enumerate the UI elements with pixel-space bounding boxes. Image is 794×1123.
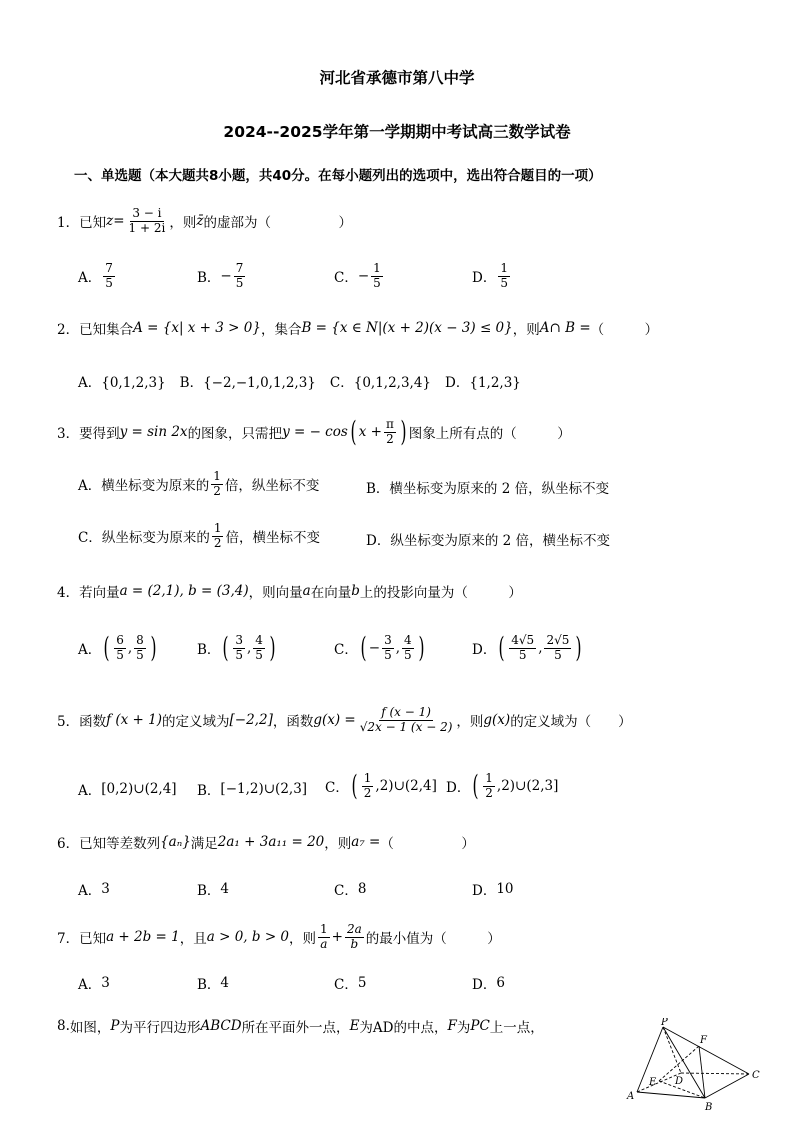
exam-title: 2024--2025学年第一学期期中考试高三数学试卷 (223, 123, 571, 141)
q2-option-b: B．{−2,−1,0,1,2,3} (179, 375, 316, 391)
q4-option-c: C． ( − $\frac{3}{5}$ , $\frac{4}{5}$ ) (334, 631, 425, 665)
question-1: 1． 已知 z = $\frac{3 - i}{1 + 2i}$ ，则 z̄ 的虚部为（ ） (57, 206, 352, 235)
q1-option-b: B． − $\frac{7}{5}$ (197, 261, 244, 290)
label-p: P (661, 1018, 668, 1028)
q7-option-d: D． 6 (472, 975, 505, 993)
q2-options (78, 371, 521, 391)
edge-bc (705, 1074, 749, 1098)
question-2: 2． 已知集合 A = {x| x + 3 > 0} ，集合 B = {x ∈ N|(x + 2)(x − 3) ≤ 0} ，则 A∩ B = （ ） (57, 320, 659, 338)
q4-option-b: B． ( $\frac{3}{5}$ , $\frac{4}{5}$ ) (197, 631, 276, 665)
q2-option-a: A．{0,1,2,3} (78, 375, 166, 391)
q7-option-b: B． 4 (197, 975, 230, 993)
q1-option-c: C． − $\frac{1}{5}$ (334, 261, 381, 290)
q7-option-c: C． 5 (334, 975, 367, 993)
label-c: C (752, 1070, 760, 1081)
question-8: 8. 如图， P 为平行四边形 ABCD 所在平面外一点， E 为AD的中点， F 为 PC 上一点， (57, 1018, 544, 1036)
q5-option-a: A． [0,2)∪(2,4] (78, 781, 177, 799)
q3-option-d: D． 纵坐标变为原来的 2 倍，横坐标不变 (366, 533, 610, 549)
question-number: 6． (57, 836, 80, 852)
label-a: A (627, 1091, 635, 1102)
question-number: 2． (57, 322, 80, 338)
question-7: 7． 已知 a + 2b = 1 ，且 a > 0, b > 0 ，则 $\frac{1}{a}$ + $\frac{2a}{b}$ 的最小值为（ ） (57, 922, 501, 951)
label-f: F (700, 1035, 707, 1046)
q6-option-a: A． 3 (78, 881, 110, 899)
q7-option-a: A． 3 (78, 975, 110, 993)
q6-option-b: B． 4 (197, 881, 230, 899)
q5-option-b: B． [−1,2)∪(2,3] (197, 781, 308, 799)
section-heading: 一、单选题（本大题共8小题，共40分。在每小题列出的选项中，选出符合题目的一项） (74, 168, 602, 184)
q3-option-a: A． 横坐标变为原来的 $\frac{1}{2}$ 倍，纵坐标不变 (78, 469, 320, 498)
question-number: 5． (57, 714, 80, 731)
label-b: B (705, 1102, 713, 1113)
q1-option-a: A． $\frac{7}{5}$ (78, 261, 113, 290)
edge-pb (663, 1027, 705, 1098)
question-number: 1． (57, 215, 80, 232)
question-6: 6． 已知等差数列 {aₙ} 满足 2a₁ + 3a₁₁ = 20 ，则 a₇ = （ ） (57, 834, 475, 852)
q4-option-a: A． ( $\frac{6}{5}$ , $\frac{8}{5}$ ) (78, 631, 157, 665)
label-e: E (649, 1077, 657, 1088)
pyramid-figure (625, 1018, 765, 1118)
q5-option-c: C． ( $\frac{1}{2}$ ,2)∪(2,4] (325, 769, 437, 803)
question-number: 7． (57, 931, 80, 948)
q2-option-d: D．{1,2,3} (445, 375, 521, 391)
question-3: 3． 要得到 y = sin 2x 的图象，只需把 y = − cos ( x + $\frac{\pi}{2}$ ) 图象上所有点的（ ） (57, 415, 571, 449)
q3-option-c: C． 纵坐标变为原来的 $\frac{1}{2}$ 倍，横坐标不变 (78, 521, 320, 550)
question-number: 3． (57, 426, 80, 443)
edge-pd (663, 1027, 681, 1073)
edge-ab (637, 1092, 705, 1098)
question-number: 8. (57, 1018, 70, 1034)
fraction: $\frac{3 - i}{1 + 2i}$ (128, 206, 166, 235)
q2-option-c: C．{0,1,2,3,4} (329, 375, 432, 391)
label-d: D (675, 1076, 684, 1087)
q4-option-d: D． ( $\frac{4√5}{5}$ , $\frac{2√5}{5}$ ) (472, 631, 582, 665)
q6-option-d: D． 10 (472, 881, 514, 899)
school-title: 河北省承德市第八中学 (319, 69, 475, 87)
question-number: 4． (57, 585, 80, 601)
q5-option-d: D． ( $\frac{1}{2}$ ,2)∪(2,3] (446, 769, 559, 803)
q3-option-b: B． 横坐标变为原来的 2 倍，纵坐标不变 (366, 481, 610, 497)
q6-option-c: C． 8 (334, 881, 367, 899)
question-4: 4． 若向量 a = (2,1), b = (3,4) ，则向量 a 在向量 b 上的投影向量为（ ） (57, 583, 522, 601)
question-5: 5． 函数 f (x + 1) 的定义域为 [−2,2] ，函数 g(x) = $\frac{f (x - 1)}{√2x - 1 (x - 2)}$ ，则 g(x) 的定义域为（ ） (57, 705, 632, 734)
q1-option-d: D． $\frac{1}{5}$ (472, 261, 508, 290)
